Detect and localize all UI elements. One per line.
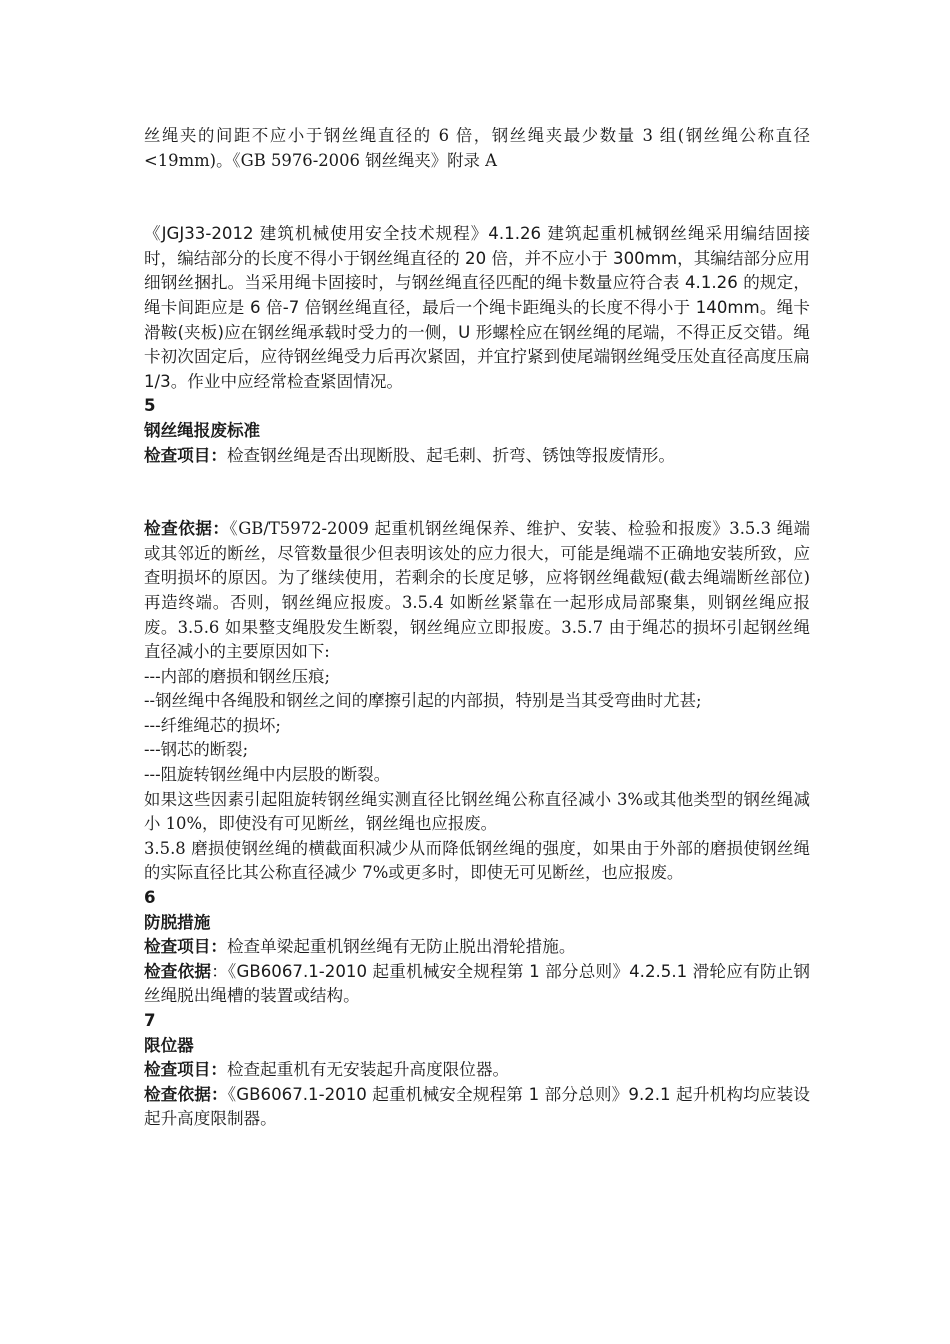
- section-number: 6: [144, 888, 156, 908]
- basis-paragraph: [144, 517, 810, 665]
- cause-list: [144, 665, 810, 788]
- list-item: ---纤维绳芯的损坏;: [144, 715, 281, 735]
- check-item-text: 检查钢丝绳是否出现断股、起毛刺、折弯、锈蚀等报废情形。: [226, 445, 675, 465]
- list-item: ---钢芯的断裂;: [144, 740, 249, 760]
- section-number: 7: [144, 1011, 156, 1030]
- basis-paragraph: [144, 960, 810, 1009]
- check-item: [144, 444, 810, 469]
- check-item-label: 检查项目：: [144, 445, 227, 465]
- jgj-clause-text: 《JGJ33-2012 建筑机械使用安全技术规程》4.1.26 建筑起重机械钢丝绳采用编结固接时，编结部分的长度不得小于钢丝绳直径的 20 倍，并不应小于 300mm，其编结部分应用细钢丝捆扎。当采用绳卡固接时，与钢丝绳直径匹配的绳卡数量应符合表 4.1.26 的规定，绳卡间距应是 6 倍-7 倍钢丝绳直径，最后一个绳卡距绳头的长度不得小于 140mm。绳卡滑鞍(夹板)应在钢丝绳承载时受力的一侧，U 形螺栓应在钢丝绳的尾端，不得正反交错。绳卡初次固定后，应待钢丝绳受力后再次紧固，并宜拧紧到使尾端钢丝绳受压处直径高度压扁 1/3。作业中应经常检查紧固情况。: [144, 224, 810, 391]
- list-item: ---阻旋转钢丝绳中内层股的断裂。: [144, 765, 391, 785]
- spacer: [144, 468, 810, 517]
- after-list-text: 如果这些因素引起阻旋转钢丝绳实测直径比钢丝绳公称直径减小 3%或其他类型的钢丝绳减小 10%，即使没有可见断丝，钢丝绳也应报废。: [144, 789, 810, 834]
- basis-label: 检查依据：: [144, 519, 230, 539]
- section-title: 限位器: [144, 1035, 194, 1055]
- check-item-label: 检查项目：: [144, 937, 227, 957]
- section-number: 5: [144, 396, 156, 416]
- clause-358-text: 3.5.8 磨损使钢丝绳的横截面积减少从而降低钢丝绳的强度，如果由于外部的磨损使钢丝绳的实际直径比其公称直径减少 7%或更多时，即使无可见断丝，也应报废。: [144, 838, 810, 883]
- check-item-label: 检查项目：: [144, 1060, 227, 1080]
- check-item-text: 检查单梁起重机钢丝绳有无防止脱出滑轮措施。: [226, 937, 576, 957]
- basis-text: 《GB6067.1-2010 起重机械安全规程第 1 部分总则》9.2.1 起升机构均应装设起升高度限制器。: [144, 1084, 810, 1129]
- basis-paragraph: [144, 1083, 810, 1132]
- section-title: 钢丝绳报废标准: [144, 420, 261, 440]
- check-item: [144, 1058, 810, 1083]
- check-item-text: 检查起重机有无安装起升高度限位器。: [226, 1060, 510, 1080]
- spacer: [144, 173, 810, 222]
- list-item: ---内部的磨损和钢丝压痕;: [144, 666, 331, 686]
- list-item: --钢丝绳中各绳股和钢丝之间的摩擦引起的内部损，特别是当其受弯曲时尤甚;: [144, 691, 702, 711]
- basis-text: ：《GB6067.1-2010 起重机械安全规程第 1 部分总则》4.2.5.1 滑轮应有防止钢丝绳脱出绳槽的装置或结构。: [144, 961, 811, 1006]
- check-item: [144, 935, 810, 960]
- basis-label: 检查依据: [144, 961, 212, 981]
- section-title: 防脱措施: [144, 912, 211, 932]
- document-page: [144, 124, 810, 1132]
- basis-text: 《GB/T5972-2009 起重机钢丝绳保养、维护、安装、检验和报废》3.5.3 绳端或其邻近的断丝，尽管数量很少但表明该处的应力很大，可能是绳端不正确地安装所致，应查明损坏的原因。为了继续使用，若剩余的长度足够，应将钢丝绳截短(截去绳端断丝部位)再造终端。否则，钢丝绳应报废。3.5.4 如断丝紧靠在一起形成局部聚集，则钢丝绳应报废。3.5.6 如果整支绳股发生断裂，钢丝绳应立即报废。3.5.7 由于绳芯的损坏引起钢丝绳直径减小的主要原因如下:: [144, 519, 810, 662]
- basis-label: 检查依据：: [144, 1084, 228, 1104]
- intro-clause-text: 丝绳夹的间距不应小于钢丝绳直径的 6 倍，钢丝绳夹最少数量 3 组(钢丝绳公称直径<19mm)。《GB 5976-2006 钢丝绳夹》附录 A: [144, 126, 810, 170]
